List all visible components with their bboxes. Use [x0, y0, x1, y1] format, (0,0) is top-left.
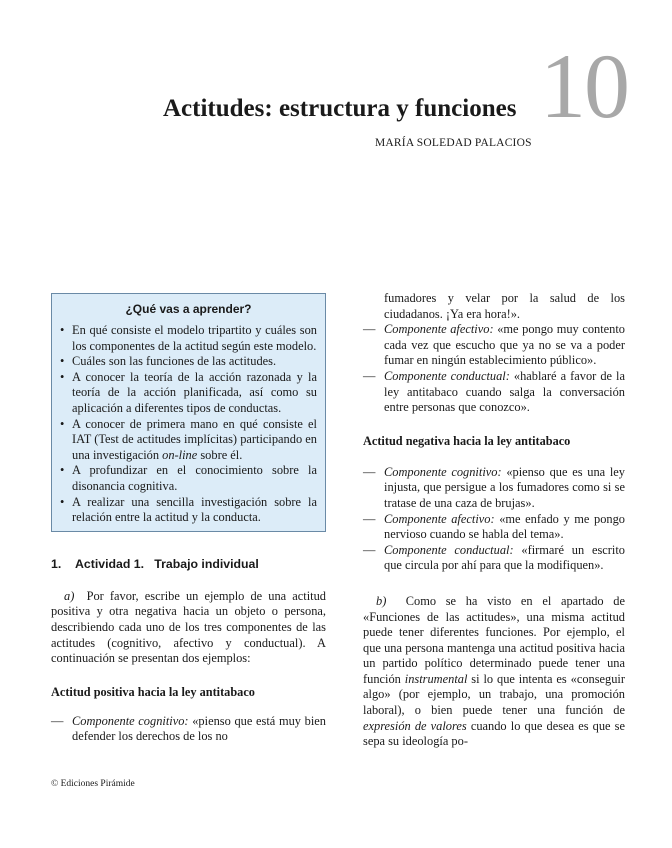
emphasis: on-line: [162, 447, 198, 462]
emphasis: expresión de valores: [363, 718, 467, 733]
negative-attitude-heading: Actitud negativa hacia la ley antitabaco: [363, 433, 571, 448]
left-column: [51, 293, 326, 745]
component-item: — Componente afectivo: «me enfado y me pongo nervioso cuando se habla del tema».: [363, 511, 625, 542]
objective-item: • Cuáles son las funciones de las actitudes.: [60, 354, 317, 370]
component-text: «me enfado y me pongo nervioso cuando se habla del tema».: [384, 511, 625, 542]
component-text: «pienso que es una ley injusta, que persigue a los fumadores como si se tratase de una caza de brujas».: [384, 464, 625, 510]
paragraph-b-text: si lo que intenta es «conseguir algo» (por ejemplo, un trabajo, una promoción laboral), o bien puede tener una función de: [363, 671, 625, 718]
positive-attitude-heading: Actitud positiva hacia la ley antitabaco: [51, 684, 255, 699]
chapter-title: Actitudes: estructura y funciones: [163, 95, 517, 122]
learning-objectives-box: [51, 293, 326, 532]
objective-item: • A profundizar en el conocimiento sobre la disonancia cognitiva.: [60, 463, 317, 494]
paragraph-a-text: Por favor, escribe un ejemplo de una actitud positiva y otra negativa hacia un objeto o persona, describiendo cada uno de los tres componentes de las actitudes (cognitivo, afectivo y conductual). A continuación se presentan dos ejemplos:: [51, 588, 326, 666]
paragraph-marker: b): [376, 593, 387, 608]
component-label: Componente afectivo:: [384, 322, 494, 337]
chapter-number: 10: [540, 35, 628, 137]
objective-item: • A conocer la teoría de la acción razonada y la teoría de la acción planificada, así como su aplicación a diferentes tipos de conductas.: [60, 370, 317, 417]
component-item: — Componente conductual: «hablaré a favor de la ley antitabaco cuando salga la conversación entre personas que conozco».: [363, 368, 625, 415]
paragraph-b-text: Como se ha visto en el apartado de «Funciones de las actitudes», una misma actitud puede tener diferentes funciones. Por ejemplo, el que una persona mantenga una actitud positiva hacia un partido político determinado puede tener una función: [363, 593, 626, 686]
section-title: Actividad 1. Trabajo individual: [75, 556, 259, 571]
component-item: — Componente cognitivo: «pienso que es una ley injusta, que persigue a los fumadores como si se tratase de una caza de brujas».: [363, 464, 625, 510]
box-title: ¿Qué vas a aprender?: [125, 302, 252, 316]
component-text: «me pongo muy contento cada vez que escucho que ya no se va a poder fumar en ningún establecimiento público».: [384, 322, 625, 368]
component-item: — Componente afectivo: «me pongo muy contento cada vez que escucho que ya no se va a poder fumar en ningún establecimiento público».: [363, 322, 625, 368]
component-continuation: fumadores y velar por la salud de los ciudadanos. ¡Ya era hora!».: [384, 291, 625, 321]
objective-item: • A conocer de primera mano en qué consiste el IAT (Test de actitudes implícitas) participando en una investigación on-line sobre él.: [60, 417, 317, 464]
negative-components-list: [363, 465, 625, 574]
objective-item: • A realizar una sencilla investigación sobre la relación entre la actitud y la conducta.: [60, 495, 317, 526]
component-label: Componente cognitivo:: [384, 464, 502, 479]
component-label: Componente afectivo:: [384, 511, 495, 526]
component-label: Componente cognitivo:: [72, 713, 189, 728]
positive-components-list: [51, 714, 326, 745]
component-item: — Componente cognitivo: «pienso que está muy bien defender los derechos de los no: [51, 713, 326, 744]
component-label: Componente conductual:: [384, 368, 510, 383]
right-column: [363, 291, 625, 750]
paragraph-a: [51, 589, 326, 667]
objectives-list: [60, 323, 317, 526]
objective-item: • En qué consiste el modelo tripartito y cuáles son los componentes de la actitud según este modelo.: [60, 323, 317, 354]
emphasis: instrumental: [404, 671, 468, 686]
paragraph-b: [363, 594, 625, 750]
section-number: 1.: [51, 556, 62, 571]
component-item: — Componente conductual: «firmaré un escrito que circula por ahí para que la modifiquen».: [363, 542, 625, 573]
paragraph-b-text: cuando lo que desea es que se sepa su ideología po-: [363, 718, 625, 749]
section-heading: [51, 557, 326, 571]
footer-copyright: © Ediciones Pirámide: [51, 779, 135, 789]
paragraph-marker: a): [64, 588, 75, 603]
component-text: «firmaré un escrito que circula por ahí para que la modifiquen».: [384, 542, 625, 573]
component-text: «pienso que está muy bien defender los derechos de los no: [72, 713, 326, 744]
component-label: Componente conductual:: [384, 542, 514, 557]
chapter-author: MARÍA SOLEDAD PALACIOS: [375, 137, 532, 149]
component-text: «hablaré a favor de la ley antitabaco cuando salga la conversación entre personas que conozco».: [384, 368, 625, 415]
